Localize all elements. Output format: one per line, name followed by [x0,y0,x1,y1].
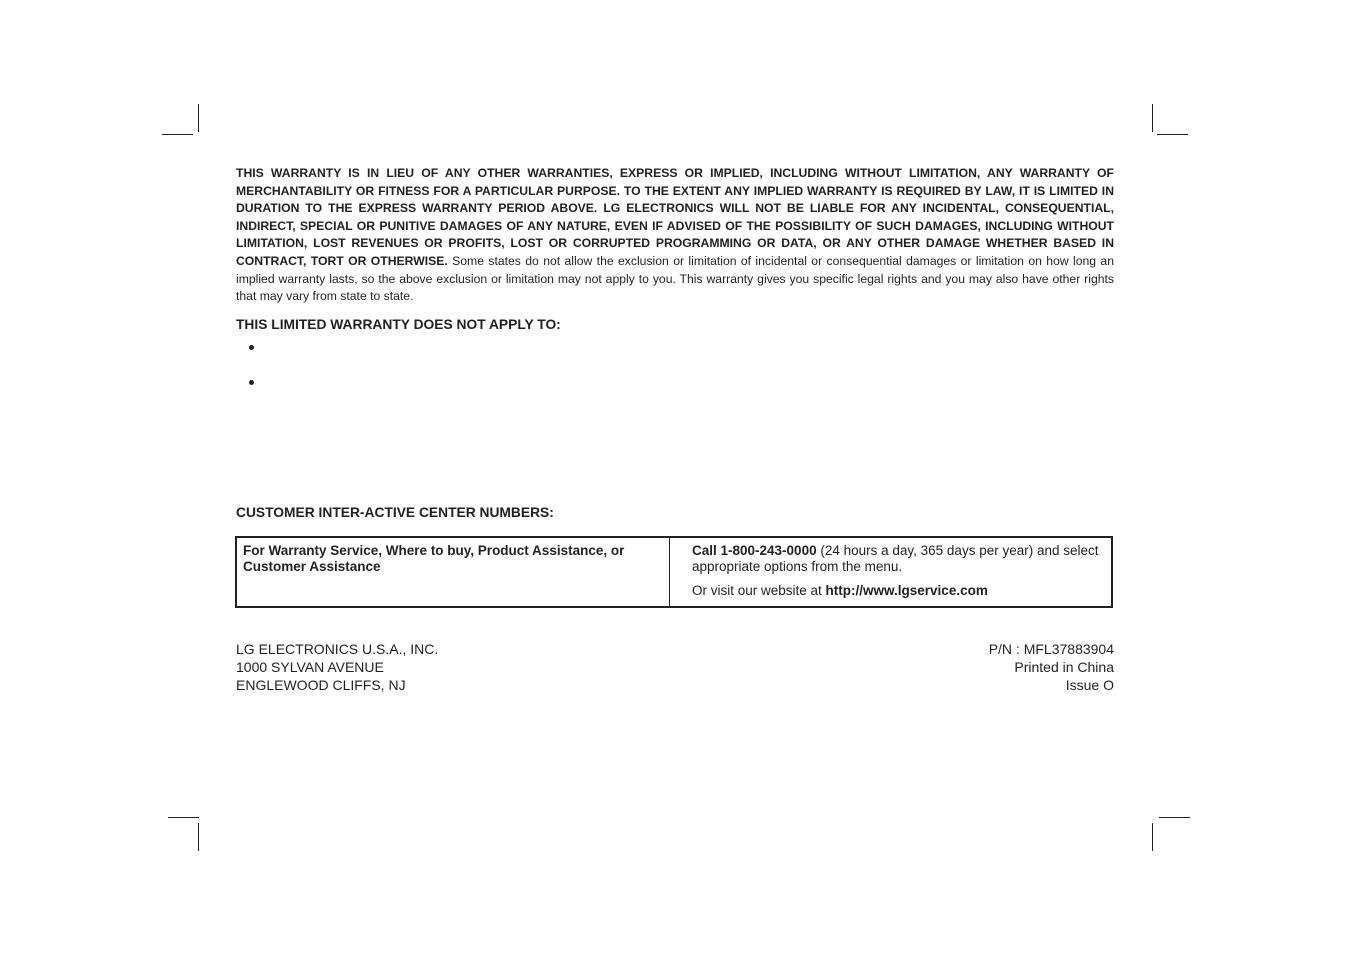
page-content [236,165,1114,693]
website-line [692,583,1105,599]
print-info [989,640,1114,694]
phone-number: Call 1-800-243-0000 [692,543,817,558]
company-address [236,640,438,694]
service-type-cell: For Warranty Service, Where to buy, Product Assistance, or Customer Assistance [236,537,670,607]
street-address: 1000 SYLVAN AVENUE [236,659,384,675]
crop-mark [198,104,199,132]
table-row [236,537,1112,607]
call-details: (24 hours a day, 365 days per year) and select appropriate options from the menu. [692,543,1099,574]
printed-location: Printed in China [1014,659,1114,675]
website-link[interactable]: http://www.lgservice.com [825,583,988,598]
bullet-icon [249,380,254,385]
issue-label: Issue O [1065,677,1114,693]
call-line [692,543,1105,575]
crop-mark [1152,104,1153,132]
bullet-icon [249,345,254,350]
crop-mark [168,817,199,818]
part-number: P/N : MFL37883904 [988,641,1114,657]
disclaimer-caps-text: THIS WARRANTY IS IN LIEU OF ANY OTHER WARRANTIES, EXPRESS OR IMPLIED, INCLUDING WITHOUT LIMITATION, ANY WARRANTY OF MERCHANTABILITY OR FITNESS FOR A PARTICULAR PURPOSE. TO THE EXTENT ANY IMPLIED WARRANTY IS REQUIRED BY LAW, IT IS LIMITED IN DURATION TO THE EXPRESS WARRANTY PERIOD ABOVE. LG ELECTRONICS WILL NOT BE LIABLE FOR ANY INCIDENTAL, CONSEQUENTIAL, INDIRECT, SPECIAL OR PUNITIVE DAMAGES OF ANY NATURE, EVEN IF ADVISED OF THE POSSIBILITY OF SUCH DAMAGES, INCLUDING WITHOUT LIMITATION, LOST REVENUES OR PROFITS, LOST OR CORRUPTED PROGRAMMING OR DATA, OR ANY OTHER DAMAGE WHETHER BASED IN CONTRACT, TORT OR OTHERWISE. [236,166,1114,268]
customer-center-heading: CUSTOMER INTER-ACTIVE CENTER NUMBERS: [236,505,554,520]
crop-mark [1152,823,1153,851]
crop-mark [162,134,193,135]
warranty-disclaimer [236,165,1114,306]
website-prefix: Or visit our website at [692,583,826,598]
contact-cell [670,537,1113,607]
limited-warranty-heading: THIS LIMITED WARRANTY DOES NOT APPLY TO: [236,317,561,332]
company-name: LG ELECTRONICS U.S.A., INC. [236,641,439,657]
crop-mark [1159,817,1190,818]
crop-mark [1157,134,1188,135]
crop-mark [198,823,199,851]
disclaimer-normal-text: Some states do not allow the exclusion or limitation of incidental or consequential damages or limitation on how long an implied warranty lasts, so the above exclusion or limitation may not apply to you. This warranty gives you specific legal rights and you may also have other rights that may vary from state to state. [236,253,1114,304]
city-address: ENGLEWOOD CLIFFS, NJ [236,677,406,693]
customer-center-table [235,536,1113,608]
